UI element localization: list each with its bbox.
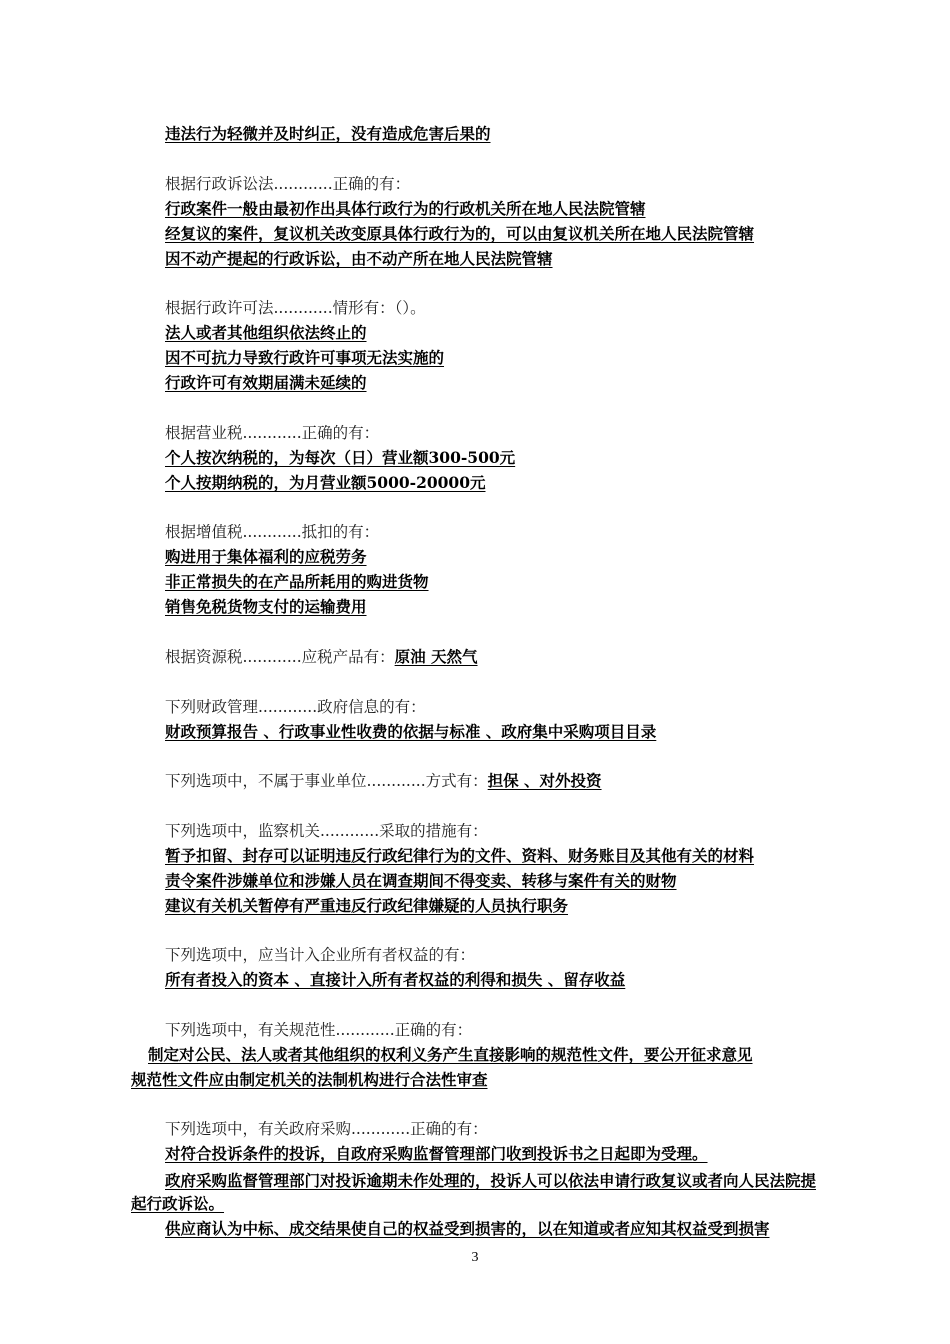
answer-line: 供应商认为中标、成交结果使自己的权益受到损害的，以在知道或者应知其权益受到损害 [165, 1219, 770, 1238]
answer-line: 行政许可有效期届满未延续的 [165, 373, 367, 392]
answer-line: 对符合投诉条件的投诉，自政府采购监督管理部门收到投诉书之日起即为受理。 [165, 1144, 708, 1163]
answer-line: 建议有关机关暂停有严重违反行政纪律嫌疑的人员执行职务 [165, 896, 569, 915]
answer-line: 个人按次纳税的，为每次（日）营业额300-500元 [165, 448, 516, 467]
question-text: 下列选项中，不属于事业单位............方式有： [165, 772, 488, 790]
question-line: 根据行政许可法............情形有：（）。 [165, 299, 426, 317]
question-line: 根据增值税............抵扣的有： [165, 523, 380, 541]
answer-line: 暂予扣留、封存可以证明违反行政纪律行为的文件、资料、财务账目及其他有关的材料 [165, 846, 755, 865]
question-line: 根据营业税............正确的有： [165, 424, 380, 442]
answer-line: 财政预算报告 、行政事业性收费的依据与标准 、政府集中采购项目目录 [165, 722, 657, 741]
answer-line: 经复议的案件，复议机关改变原具体行政行为的，可以由复议机关所在地人民法院管辖 [165, 224, 755, 243]
question-line: 下列选项中，有关规范性............正确的有： [165, 1021, 473, 1039]
question-line: 下列选项中，有关政府采购............正确的有： [165, 1120, 488, 1138]
question-line-inline [165, 647, 478, 667]
question-line: 下列选项中，应当计入企业所有者权益的有： [165, 946, 476, 964]
question-line: 根据行政诉讼法............正确的有： [165, 175, 411, 193]
answer-line: 因不可抗力导致行政许可事项无法实施的 [165, 348, 445, 367]
answer-line: 个人按期纳税的，为月营业额5000-20000元 [165, 473, 486, 492]
answer-paragraph: 政府采购监督管理部门对投诉逾期未作处理的，投诉人可以依法申请行政复议或者向人民法院提起行政诉讼。 [131, 1171, 817, 1213]
answer-line: 销售免税货物支付的运输费用 [165, 597, 367, 616]
answer-line: 规范性文件应由制定机关的法制机构进行合法性审查 [131, 1070, 488, 1089]
page-number: 3 [471, 1250, 479, 1265]
question-line: 下列选项中，监察机关............采取的措施有： [165, 822, 488, 840]
answer-line: 购进用于集体福利的应税劳务 [165, 547, 367, 566]
answer-line: 因不动产提起的行政诉讼，由不动产所在地人民法院管辖 [165, 249, 553, 268]
answer-line: 责令案件涉嫌单位和涉嫌人员在调查期间不得变卖、转移与案件有关的财物 [165, 871, 677, 890]
inline-answer: 担保 、对外投资 [487, 771, 602, 790]
answer-line: 行政案件一般由最初作出具体行政行为的行政机关所在地人民法院管辖 [165, 199, 646, 218]
question-text: 根据资源税............应税产品有： [165, 648, 395, 666]
question-line-inline [165, 771, 602, 791]
answer-line: 所有者投入的资本 、直接计入所有者权益的利得和损失 、留存收益 [165, 970, 626, 989]
answer-line: 法人或者其他组织依法终止的 [165, 323, 367, 342]
question-line: 下列财政管理............政府信息的有： [165, 698, 426, 716]
answer-line: 制定对公民、法人或者其他组织的权利义务产生直接影响的规范性文件，要公开征求意见 [148, 1045, 753, 1064]
answer-line: 非正常损失的在产品所耗用的购进货物 [165, 572, 429, 591]
answer-line: 违法行为轻微并及时纠正，没有造成危害后果的 [165, 124, 491, 143]
inline-answer: 原油 天然气 [394, 647, 478, 666]
